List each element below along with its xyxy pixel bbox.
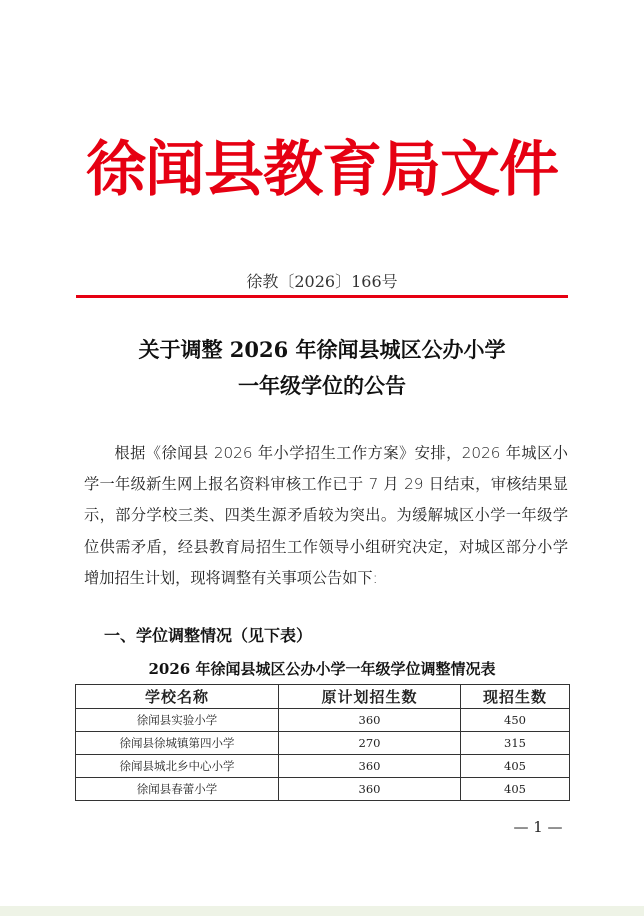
current-enrollment-cell: 405	[461, 778, 570, 801]
bottom-margin-strip	[0, 906, 644, 916]
column-header-current-enrollment: 现招生数	[461, 685, 570, 709]
current-enrollment-cell: 405	[461, 755, 570, 778]
table-row	[76, 709, 570, 732]
current-enrollment-cell: 450	[461, 709, 570, 732]
table-caption: 2026 年徐闻县城区公办小学一年级学位调整情况表	[148, 660, 496, 678]
table-row	[76, 732, 570, 755]
original-plan-cell: 360	[279, 778, 461, 801]
school-name-cell: 徐闻县春蕾小学	[76, 778, 279, 801]
red-divider-line	[76, 295, 568, 298]
table-header-row	[76, 685, 570, 709]
table-row	[76, 755, 570, 778]
document-header-title: 徐闻县教育局文件	[86, 135, 558, 205]
table-row	[76, 778, 570, 801]
page-number: — 1 —	[513, 818, 563, 836]
column-header-school: 学校名称	[76, 685, 279, 709]
adjustment-table	[75, 684, 570, 801]
school-name-cell: 徐闻县徐城镇第四小学	[76, 732, 279, 755]
notice-title-line-1: 关于调整 2026 年徐闻县城区公办小学	[138, 337, 506, 362]
document-number: 徐教〔2026〕166号	[246, 272, 398, 291]
original-plan-cell: 360	[279, 709, 461, 732]
notice-title-line-2: 一年级学位的公告	[238, 373, 406, 398]
column-header-original-plan: 原计划招生数	[279, 685, 461, 709]
school-name-cell: 徐闻县实验小学	[76, 709, 279, 732]
section-heading: 一、学位调整情况（见下表）	[104, 626, 313, 645]
school-name-cell: 徐闻县城北乡中心小学	[76, 755, 279, 778]
original-plan-cell: 270	[279, 732, 461, 755]
body-paragraph: 根据《徐闻县 2026 年小学招生工作方案》安排，2026 年城区小学一年级新生网上报名资料审核工作已于 7 月 29 日结束，审核结果显示，部分学校三类、四类生源矛盾较为突出。为缓解城区小学一年级学位供需矛盾，经县教育局招生工作领导小组研究决定，对城区部分小学增加招生计划，现将调整有关事项公告如下:	[84, 444, 568, 587]
original-plan-cell: 360	[279, 755, 461, 778]
current-enrollment-cell: 315	[461, 732, 570, 755]
